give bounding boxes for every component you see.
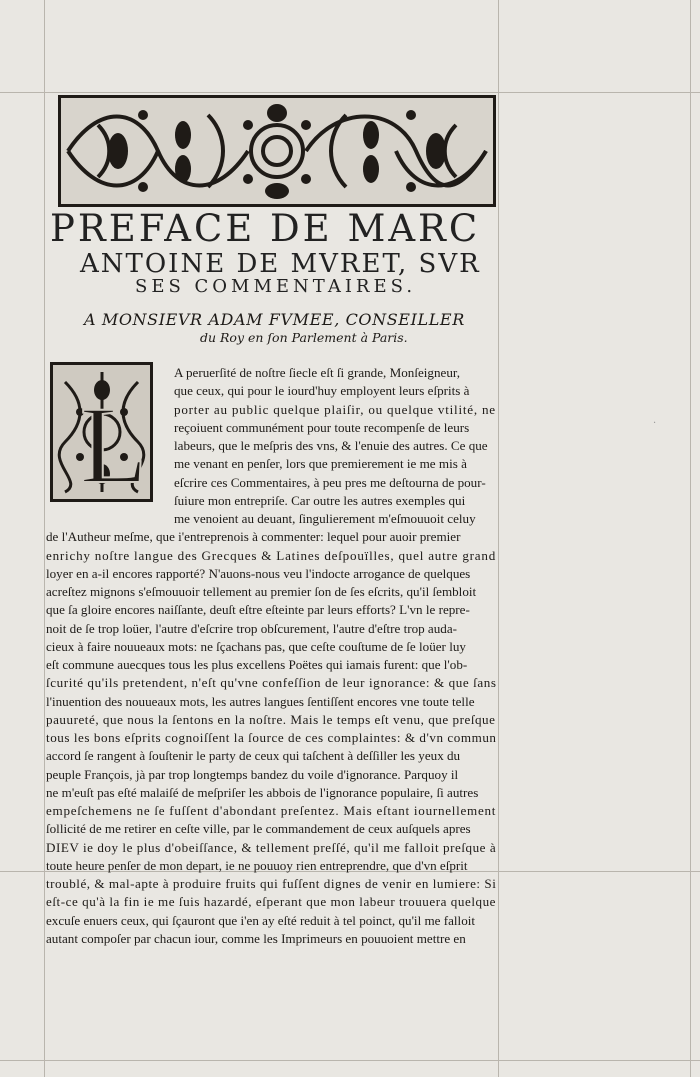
text-line: acreſtez mignons s'eſmouuoir tellement au premier ſon de ſes eſcrits, qu'il ſembloit xyxy=(46,584,477,599)
dedication-line-1: A MONSIEVR ADAM FVMEE, CONSEILLER xyxy=(84,310,465,329)
dropcap-ornament xyxy=(50,362,153,502)
text-line: me venoient au deuant, ſingulierement m'eſmouuoit celuy xyxy=(174,511,476,526)
text-line: porter au public quelque plaiſir, ou quelque vtilité, ne xyxy=(174,401,496,417)
text-line: excuſe enuers ceux, qui ſçauront que i'en ay eſté reduit à tel poinct, qu'il me falloit xyxy=(46,912,476,928)
text-line: A peruerſité de noſtre ſiecle eſt ſi grande, Monſeigneur, xyxy=(174,365,460,380)
text-line: accord ſe rangent à ſouſtenir le party de ceux qui taſchent à deſſiller les yeux du xyxy=(46,748,461,764)
dedication-line-2: du Roy en ſon Parlement à Paris. xyxy=(200,330,408,345)
text-line: reçoiuent communément pour toute recompenſe de leurs xyxy=(174,419,470,435)
margin-mark: · xyxy=(653,418,657,429)
guide-line-left xyxy=(44,0,45,1077)
text-line: tous les bons eſprits cognoiſſent la ſource de ces complaintes: & d'vn commun xyxy=(46,730,497,745)
text-line: empeſchemens ne ſe fuſſent d'abondant preſentez. Mais eſtant iournellement xyxy=(46,803,497,818)
text-line: toute heure penſer de mon depart, ie ne pouuoy rien entreprendre, que d'vn eſprit xyxy=(46,857,468,873)
text-line: noit de ſe trop loüer, l'autre d'eſcrire trop obſcurement, l'autre d'eſtre trop auda- xyxy=(46,620,458,636)
text-line: DIEV ie doy le plus d'obeiſſance, & tellement preſſé, qu'il me falloit preſque à xyxy=(46,839,497,855)
text-line: enrichy noſtre langue des Grecques & Latines deſpouïlles, quel autre grand xyxy=(46,547,497,563)
text-line: ſcurité qu'ils pretendent, n'eſt qu'vne confeſſion de leur ignorance: & que ſans xyxy=(46,675,497,691)
text-line: cieux à faire nouueaux mots: ne ſçachans pas, que ceſte couſtume de ſe loüer luy xyxy=(46,638,466,654)
text-line: que ceux, qui pour le iourd'huy employent leurs eſprits à xyxy=(174,383,470,399)
text-line: l'inuention des nouueaux mots, les autres langues ſentiſſent encores vne toute telle xyxy=(46,693,475,709)
text-line: eſcrire ces Commentaires, à peu pres me deſtourna de pour- xyxy=(174,474,486,490)
guide-line-right xyxy=(498,0,499,1077)
guide-line-edge xyxy=(690,0,691,1077)
title-line-1: PREFACE DE MARC xyxy=(50,207,481,250)
text-line: de l'Autheur meſme, que i'entreprenois à commenter: lequel pour auoir premier xyxy=(46,529,461,545)
title-line-2: ANTOINE DE MVRET, SVR xyxy=(80,249,481,279)
headpiece-ornament xyxy=(58,95,496,207)
text-line: eſt-ce qu'à la fin ie me ſuis hazardé, eſperant que mon labeur trouuera quelque xyxy=(46,894,497,910)
text-line: peuple François, jà par trop longtemps bandez du voile d'ignorance. Parquoy il xyxy=(46,766,459,782)
dropcap-letter: L xyxy=(80,384,148,502)
text-line: me venant en penſer, lors que premierement ie me mis à xyxy=(174,456,467,472)
text-line: ſollicité de me retirer en ceſte ville, par le commandement de ceux auſquels apres xyxy=(46,821,471,837)
text-line: eſt commune auecques tous les plus excellens Poëtes qui iamais furent: que l'ob- xyxy=(46,657,468,672)
text-line: ne m'euſt pas eſté malaiſé de meſpriſer les abbois de l'ignorance populaire, ſi autres xyxy=(46,784,479,800)
text-line: ſuiure mon entrepriſe. Car outre les autres exemples qui xyxy=(174,492,466,508)
text-line: pauureté, que nous la ſentons en la noſtre. Mais le temps eſt venu, que preſque xyxy=(46,711,496,727)
text-line: troublé, & mal-apte à produire fruits qui fuſſent dignes de venir en lumiere: Si xyxy=(46,876,497,891)
text-line: loyer en a-il encores rapporté? N'auons-nous veu l'indocte arrogance de quelques xyxy=(46,565,471,581)
title-line-3: SES COMMENTAIRES. xyxy=(135,276,417,297)
text-line: autant compoſer par chacun iour, comme les Imprimeurs en pouuoient mettre en xyxy=(46,930,466,946)
text-line: que ſa gloire encores naiſſante, deuſt eſtre eſteinte par leurs efforts? L'vn le repre- xyxy=(46,602,470,618)
guide-line-foot xyxy=(0,1060,700,1061)
guide-line-top xyxy=(0,92,700,93)
text-line: labeurs, que le meſpris des vns, & l'enuie des autres. Ce que xyxy=(174,438,488,453)
